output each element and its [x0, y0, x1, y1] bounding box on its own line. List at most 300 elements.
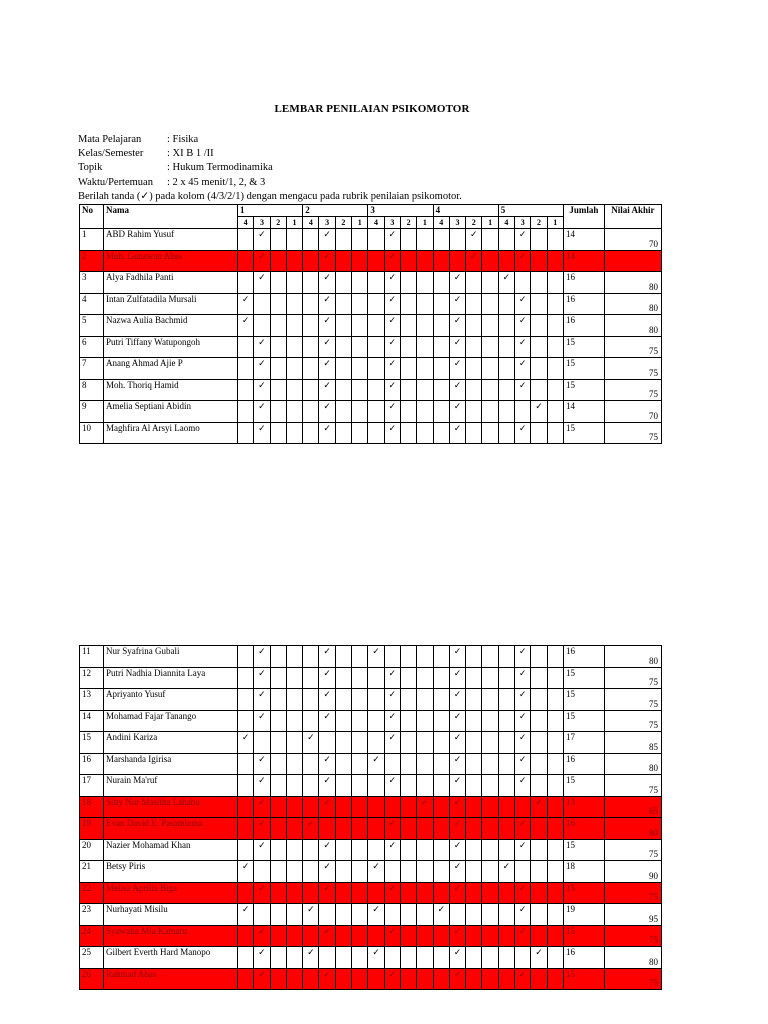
student-no: 10 — [80, 422, 104, 444]
score-cell — [498, 336, 514, 358]
student-jumlah: 17 — [563, 732, 604, 754]
score-cell — [547, 336, 563, 358]
student-no: 9 — [80, 401, 104, 423]
student-name: Moh. Gunawan Abas — [104, 250, 238, 272]
header-level: 3 — [254, 217, 270, 229]
header-level: 2 — [466, 217, 482, 229]
score-cell — [466, 315, 482, 337]
score-cell — [547, 882, 563, 904]
check-mark: ✓ — [449, 646, 465, 668]
student-no: 7 — [80, 358, 104, 380]
student-row — [80, 336, 662, 358]
check-mark: ✓ — [238, 861, 254, 883]
score-cell — [368, 272, 384, 294]
score-cell — [498, 293, 514, 315]
score-cell — [547, 689, 563, 711]
score-cell — [400, 379, 416, 401]
student-jumlah: 16 — [563, 818, 604, 840]
check-mark: ✓ — [319, 315, 335, 337]
student-no: 1 — [80, 229, 104, 251]
score-cell — [270, 710, 286, 732]
score-cell — [352, 229, 368, 251]
check-mark: ✓ — [238, 293, 254, 315]
score-cell — [498, 775, 514, 797]
header-level: 1 — [417, 217, 433, 229]
check-mark: ✓ — [449, 775, 465, 797]
student-jumlah: 15 — [563, 358, 604, 380]
score-cell — [270, 796, 286, 818]
check-mark: ✓ — [319, 229, 335, 251]
score-cell — [400, 401, 416, 423]
score-cell — [286, 229, 302, 251]
check-mark: ✓ — [515, 379, 531, 401]
student-jumlah: 15 — [563, 882, 604, 904]
header-aspect: 5 — [498, 205, 563, 217]
check-mark: ✓ — [368, 646, 384, 668]
student-name: Moh. Thoriq Hamid — [104, 379, 238, 401]
score-cell — [400, 272, 416, 294]
check-mark: ✓ — [254, 401, 270, 423]
score-cell — [433, 422, 449, 444]
student-name: Evan David E. Pasambuna — [104, 818, 238, 840]
student-jumlah: 15 — [563, 968, 604, 990]
score-cell — [368, 796, 384, 818]
score-cell — [531, 379, 547, 401]
score-cell — [303, 229, 319, 251]
score-cell — [368, 818, 384, 840]
header-level: 4 — [498, 217, 514, 229]
score-cell — [270, 925, 286, 947]
student-name: Maghfira Al Arsyi Laomo — [104, 422, 238, 444]
score-cell — [482, 422, 498, 444]
score-cell — [303, 968, 319, 990]
score-cell — [417, 839, 433, 861]
student-nilai-akhir: 75 — [604, 882, 661, 904]
score-cell — [400, 667, 416, 689]
student-row — [80, 839, 662, 861]
score-cell — [417, 775, 433, 797]
header-no: No — [80, 205, 104, 229]
score-cell — [433, 250, 449, 272]
student-no: 3 — [80, 272, 104, 294]
student-jumlah: 18 — [563, 861, 604, 883]
score-cell — [238, 667, 254, 689]
score-cell — [433, 401, 449, 423]
student-nilai-akhir: 90 — [604, 861, 661, 883]
score-cell — [515, 861, 531, 883]
score-cell — [400, 839, 416, 861]
check-mark: ✓ — [368, 753, 384, 775]
score-cell — [498, 250, 514, 272]
score-cell — [433, 753, 449, 775]
header-level: 2 — [400, 217, 416, 229]
score-cell — [482, 818, 498, 840]
header-level: 4 — [368, 217, 384, 229]
score-cell — [466, 336, 482, 358]
score-cell — [417, 229, 433, 251]
score-cell — [547, 315, 563, 337]
score-cell — [417, 336, 433, 358]
check-mark: ✓ — [238, 904, 254, 926]
check-mark: ✓ — [368, 947, 384, 969]
header-row — [80, 205, 662, 217]
header-level: 1 — [286, 217, 302, 229]
check-mark: ✓ — [254, 775, 270, 797]
score-cell — [303, 358, 319, 380]
score-cell — [400, 229, 416, 251]
header-level: 4 — [303, 217, 319, 229]
score-cell — [466, 968, 482, 990]
score-cell — [433, 379, 449, 401]
student-nilai-akhir: 75 — [604, 667, 661, 689]
student-name: Nurhayati Misilu — [104, 904, 238, 926]
student-row — [80, 358, 662, 380]
score-cell — [352, 968, 368, 990]
check-mark: ✓ — [238, 732, 254, 754]
check-mark: ✓ — [449, 882, 465, 904]
score-cell — [352, 818, 368, 840]
check-mark: ✓ — [466, 250, 482, 272]
score-cell — [238, 839, 254, 861]
header-level: 2 — [335, 217, 351, 229]
score-cell — [335, 422, 351, 444]
score-cell — [433, 646, 449, 668]
score-cell — [270, 689, 286, 711]
check-mark: ✓ — [319, 667, 335, 689]
score-cell — [417, 689, 433, 711]
score-cell — [286, 818, 302, 840]
score-cell — [238, 358, 254, 380]
student-row — [80, 689, 662, 711]
score-cell — [368, 732, 384, 754]
score-cell — [335, 904, 351, 926]
score-cell — [319, 947, 335, 969]
student-jumlah: 15 — [563, 925, 604, 947]
score-cell — [547, 732, 563, 754]
student-name: ABD Rahim Yusuf — [104, 229, 238, 251]
score-cell — [498, 818, 514, 840]
student-name: Sitty Nur Masitha Lahabu — [104, 796, 238, 818]
score-cell — [335, 250, 351, 272]
score-cell — [352, 422, 368, 444]
score-cell — [368, 710, 384, 732]
score-cell — [498, 732, 514, 754]
score-cell — [531, 968, 547, 990]
score-cell — [400, 818, 416, 840]
header-level: 4 — [238, 217, 254, 229]
score-cell — [335, 882, 351, 904]
score-cell — [238, 882, 254, 904]
student-nilai-akhir: 75 — [604, 925, 661, 947]
student-jumlah: 14 — [563, 250, 604, 272]
score-cell — [400, 336, 416, 358]
check-mark: ✓ — [417, 796, 433, 818]
check-mark: ✓ — [515, 422, 531, 444]
score-cell — [335, 925, 351, 947]
score-cell — [270, 401, 286, 423]
student-name: Marshanda Igirisa — [104, 753, 238, 775]
score-cell — [303, 753, 319, 775]
info-row-topic — [78, 162, 273, 174]
check-mark: ✓ — [384, 882, 400, 904]
student-jumlah: 13 — [563, 796, 604, 818]
check-mark: ✓ — [515, 925, 531, 947]
score-cell — [482, 882, 498, 904]
score-cell — [270, 882, 286, 904]
student-name: Gilbert Everth Hard Manopo — [104, 947, 238, 969]
score-cell — [400, 968, 416, 990]
student-no: 18 — [80, 796, 104, 818]
score-cell — [498, 379, 514, 401]
student-row — [80, 293, 662, 315]
check-mark: ✓ — [319, 775, 335, 797]
student-no: 14 — [80, 710, 104, 732]
check-mark: ✓ — [498, 861, 514, 883]
check-mark: ✓ — [515, 336, 531, 358]
check-mark: ✓ — [319, 379, 335, 401]
check-mark: ✓ — [254, 818, 270, 840]
score-cell — [417, 968, 433, 990]
student-jumlah: 14 — [563, 229, 604, 251]
score-cell — [335, 689, 351, 711]
score-cell — [352, 947, 368, 969]
check-mark: ✓ — [515, 882, 531, 904]
score-cell — [531, 646, 547, 668]
check-mark: ✓ — [384, 422, 400, 444]
score-cell — [368, 667, 384, 689]
check-mark: ✓ — [449, 293, 465, 315]
score-cell — [352, 882, 368, 904]
info-value: : XI B 1 /II — [167, 148, 214, 159]
check-mark: ✓ — [466, 229, 482, 251]
score-cell — [531, 293, 547, 315]
student-nilai-akhir: 80 — [604, 315, 661, 337]
score-cell — [270, 732, 286, 754]
score-cell — [482, 646, 498, 668]
score-cell — [433, 358, 449, 380]
score-cell — [270, 315, 286, 337]
student-no: 17 — [80, 775, 104, 797]
score-cell — [482, 732, 498, 754]
check-mark: ✓ — [384, 689, 400, 711]
score-cell — [335, 818, 351, 840]
score-cell — [482, 775, 498, 797]
check-mark: ✓ — [531, 796, 547, 818]
score-cell — [238, 968, 254, 990]
score-cell — [433, 667, 449, 689]
check-mark: ✓ — [254, 358, 270, 380]
score-cell — [547, 379, 563, 401]
score-cell — [515, 401, 531, 423]
student-name: Amelia Septiani Abidin — [104, 401, 238, 423]
score-cell — [238, 796, 254, 818]
score-cell — [547, 401, 563, 423]
score-cell — [547, 968, 563, 990]
student-no: 6 — [80, 336, 104, 358]
header-nilai-akhir: Nilai Akhir — [604, 205, 661, 229]
student-nilai-akhir: 65 — [604, 796, 661, 818]
score-cell — [238, 925, 254, 947]
score-cell — [466, 358, 482, 380]
score-cell — [482, 689, 498, 711]
score-cell — [449, 229, 465, 251]
score-cell — [482, 861, 498, 883]
score-cell — [352, 379, 368, 401]
student-name: Nur Syafrina Gubali — [104, 646, 238, 668]
check-mark: ✓ — [254, 250, 270, 272]
header-aspect: 4 — [433, 205, 498, 217]
check-mark: ✓ — [384, 293, 400, 315]
score-cell — [238, 753, 254, 775]
header-level: 3 — [384, 217, 400, 229]
score-cell — [531, 315, 547, 337]
score-cell — [417, 272, 433, 294]
check-mark: ✓ — [384, 250, 400, 272]
check-mark: ✓ — [254, 947, 270, 969]
score-cell — [286, 882, 302, 904]
student-no: 8 — [80, 379, 104, 401]
score-cell — [531, 710, 547, 732]
score-cell — [482, 379, 498, 401]
check-mark: ✓ — [319, 861, 335, 883]
score-cell — [368, 336, 384, 358]
check-mark: ✓ — [303, 904, 319, 926]
score-cell — [466, 925, 482, 947]
check-mark: ✓ — [368, 904, 384, 926]
check-mark: ✓ — [449, 710, 465, 732]
score-cell — [498, 968, 514, 990]
student-no: 5 — [80, 315, 104, 337]
check-mark: ✓ — [515, 689, 531, 711]
score-cell — [303, 839, 319, 861]
check-mark: ✓ — [319, 293, 335, 315]
check-mark: ✓ — [319, 689, 335, 711]
check-mark: ✓ — [449, 272, 465, 294]
score-cell — [368, 422, 384, 444]
header-level: 1 — [352, 217, 368, 229]
info-row-subject — [78, 134, 198, 146]
student-jumlah: 15 — [563, 667, 604, 689]
student-row — [80, 818, 662, 840]
score-cell — [352, 336, 368, 358]
score-cell — [238, 775, 254, 797]
score-cell — [400, 904, 416, 926]
score-cell — [319, 904, 335, 926]
score-cell — [335, 646, 351, 668]
score-cell — [547, 839, 563, 861]
student-jumlah: 15 — [563, 689, 604, 711]
student-row — [80, 710, 662, 732]
student-name: Intan Zulfatadila Mursali — [104, 293, 238, 315]
score-cell — [400, 925, 416, 947]
score-cell — [482, 796, 498, 818]
score-cell — [498, 689, 514, 711]
score-cell — [286, 358, 302, 380]
score-cell — [335, 753, 351, 775]
score-cell — [531, 250, 547, 272]
score-cell — [238, 229, 254, 251]
student-jumlah: 15 — [563, 710, 604, 732]
score-cell — [303, 315, 319, 337]
check-mark: ✓ — [449, 379, 465, 401]
score-cell — [352, 315, 368, 337]
score-cell — [433, 315, 449, 337]
student-name: Betsy Piris — [104, 861, 238, 883]
student-jumlah: 15 — [563, 839, 604, 861]
check-mark: ✓ — [319, 839, 335, 861]
score-cell — [498, 904, 514, 926]
student-row — [80, 732, 662, 754]
student-jumlah: 15 — [563, 336, 604, 358]
score-cell — [254, 904, 270, 926]
check-mark: ✓ — [384, 775, 400, 797]
score-cell — [384, 646, 400, 668]
score-cell — [482, 710, 498, 732]
score-cell — [400, 861, 416, 883]
student-row — [80, 379, 662, 401]
score-cell — [286, 293, 302, 315]
score-cell — [547, 272, 563, 294]
check-mark: ✓ — [449, 667, 465, 689]
score-cell — [303, 401, 319, 423]
header-jumlah: Jumlah — [563, 205, 604, 229]
score-cell — [335, 336, 351, 358]
student-jumlah: 15 — [563, 775, 604, 797]
check-mark: ✓ — [254, 229, 270, 251]
score-cell — [400, 293, 416, 315]
score-cell — [498, 753, 514, 775]
score-cell — [352, 925, 368, 947]
score-cell — [498, 667, 514, 689]
check-mark: ✓ — [303, 947, 319, 969]
check-mark: ✓ — [449, 818, 465, 840]
score-table-page1 — [79, 204, 662, 444]
score-cell — [335, 839, 351, 861]
score-cell — [417, 250, 433, 272]
header-aspect: 3 — [368, 205, 433, 217]
score-cell — [270, 968, 286, 990]
check-mark: ✓ — [319, 968, 335, 990]
check-mark: ✓ — [384, 667, 400, 689]
student-no: 16 — [80, 753, 104, 775]
score-cell — [433, 689, 449, 711]
student-row — [80, 250, 662, 272]
score-cell — [238, 336, 254, 358]
check-mark: ✓ — [319, 882, 335, 904]
score-cell — [417, 818, 433, 840]
score-cell — [466, 839, 482, 861]
score-cell — [303, 272, 319, 294]
header-level: 3 — [449, 217, 465, 229]
score-cell — [466, 947, 482, 969]
check-mark: ✓ — [531, 947, 547, 969]
student-nilai-akhir: 75 — [604, 710, 661, 732]
score-cell — [466, 667, 482, 689]
check-mark: ✓ — [531, 401, 547, 423]
check-mark: ✓ — [515, 646, 531, 668]
check-mark: ✓ — [449, 401, 465, 423]
check-mark: ✓ — [449, 839, 465, 861]
score-cell — [254, 315, 270, 337]
score-cell — [482, 947, 498, 969]
score-cell — [400, 422, 416, 444]
student-nilai-akhir: 75 — [604, 839, 661, 861]
score-cell — [286, 422, 302, 444]
score-cell — [238, 401, 254, 423]
header-level: 3 — [515, 217, 531, 229]
check-mark: ✓ — [515, 732, 531, 754]
score-cell — [335, 775, 351, 797]
